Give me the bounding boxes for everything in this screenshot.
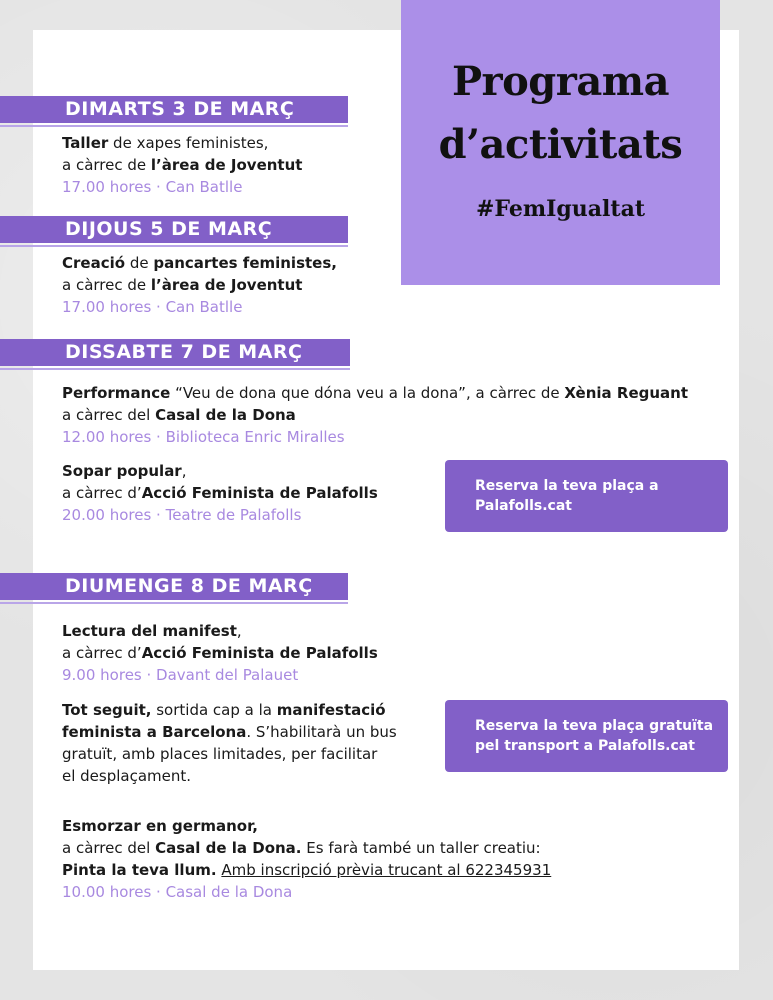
day-header-underline <box>0 125 348 127</box>
cta-line2: pel transport a Palafolls.cat <box>475 738 695 754</box>
event-time-place: 17.00 hores · Can Batlle <box>62 298 243 316</box>
event-by-prefix: a càrrec d’ <box>62 644 142 662</box>
reserve-bus-button[interactable] <box>445 700 728 772</box>
day-header-underline <box>0 245 348 247</box>
reserve-sopar-button[interactable] <box>445 460 728 532</box>
cta-line1: Reserva la teva plaça gratuïta <box>475 718 714 734</box>
event-organizer: Acció Feminista de Palafolls <box>141 644 378 662</box>
event-organizer: Casal de la Dona. <box>155 839 302 857</box>
event-performance <box>62 382 688 448</box>
event-manifest <box>62 620 378 686</box>
event-performer: Xènia Reguant <box>564 384 689 402</box>
day-header-diumenge <box>0 573 348 600</box>
hashtag: #FemIgualtat <box>476 196 645 222</box>
event-text: Es farà també un taller creatiu: <box>301 839 541 857</box>
event-title-bold: Lectura del manifest <box>62 622 237 640</box>
event-organizer: l’àrea de Joventut <box>150 156 303 174</box>
page-title-line1: Programa <box>451 58 670 105</box>
event-title-rest: de xapes feministes, <box>108 134 269 152</box>
event-title-rest: , <box>181 462 187 480</box>
event-xapes <box>62 132 302 198</box>
day-header-label: DISSABTE 7 DE MARÇ <box>65 341 303 363</box>
cta-line2: Palafolls.cat <box>475 498 572 514</box>
event-time-place: 9.00 hores · Davant del Palauet <box>62 666 299 684</box>
event-title-bold: Esmorzar en germanor, <box>62 817 258 835</box>
event-by-prefix: a càrrec de <box>62 276 151 294</box>
registration-phone-link[interactable]: Amb inscripció prèvia trucant al 622345931 <box>221 861 552 879</box>
workshop-title: Pinta la teva llum. <box>62 861 217 879</box>
event-text: el desplaçament. <box>62 767 192 785</box>
day-header-underline <box>0 368 350 370</box>
day-header-dimarts <box>0 96 348 123</box>
event-organizer: l’àrea de Joventut <box>150 276 303 294</box>
event-lead-bold: Tot seguit, <box>62 701 152 719</box>
event-pancartes <box>62 252 337 318</box>
event-title-bold: Performance <box>62 384 171 402</box>
event-title-rest: “Veu de dona que dóna veu a la dona”, a càrrec de <box>170 384 565 402</box>
event-organizer: Acció Feminista de Palafolls <box>141 484 378 502</box>
event-time-place: 10.00 hores · Casal de la Dona <box>62 883 293 901</box>
event-tot-seguit <box>62 699 397 787</box>
day-header-label: DIJOUS 5 DE MARÇ <box>65 218 273 240</box>
event-title-bold: Taller <box>62 134 109 152</box>
event-text: sortida cap a la <box>151 701 277 719</box>
event-title-mid: de <box>125 254 154 272</box>
event-by-prefix: a càrrec de <box>62 156 151 174</box>
day-header-dissabte <box>0 339 350 366</box>
cta-line1: Reserva la teva plaça a <box>475 478 659 494</box>
event-by-prefix: a càrrec del <box>62 406 156 424</box>
event-by-prefix: a càrrec del <box>62 839 156 857</box>
day-header-label: DIUMENGE 8 DE MARÇ <box>65 575 313 597</box>
event-title-bold2: pancartes feministes, <box>153 254 337 272</box>
event-title-bold: Creació <box>62 254 126 272</box>
event-text: . S’habilitarà un bus <box>246 723 397 741</box>
event-bold-text: feminista a Barcelona <box>62 723 247 741</box>
event-bold-text: manifestació <box>276 701 386 719</box>
event-time-place: 12.00 hores · Biblioteca Enric Miralles <box>62 428 345 446</box>
event-by-prefix: a càrrec d’ <box>62 484 142 502</box>
event-text: gratuït, amb places limitades, per facilitar <box>62 745 378 763</box>
day-header-label: DIMARTS 3 DE MARÇ <box>65 98 295 120</box>
page-title-line2: d’activitats <box>438 121 683 168</box>
event-organizer: Casal de la Dona <box>155 406 296 424</box>
event-title-bold: Sopar popular <box>62 462 182 480</box>
day-header-underline <box>0 602 348 604</box>
event-title-rest: , <box>236 622 242 640</box>
event-time-place: 20.00 hores · Teatre de Palafolls <box>62 506 302 524</box>
event-time-place: 17.00 hores · Can Batlle <box>62 178 243 196</box>
event-sopar <box>62 460 378 526</box>
event-esmorzar <box>62 815 551 903</box>
day-header-dijous <box>0 216 348 243</box>
